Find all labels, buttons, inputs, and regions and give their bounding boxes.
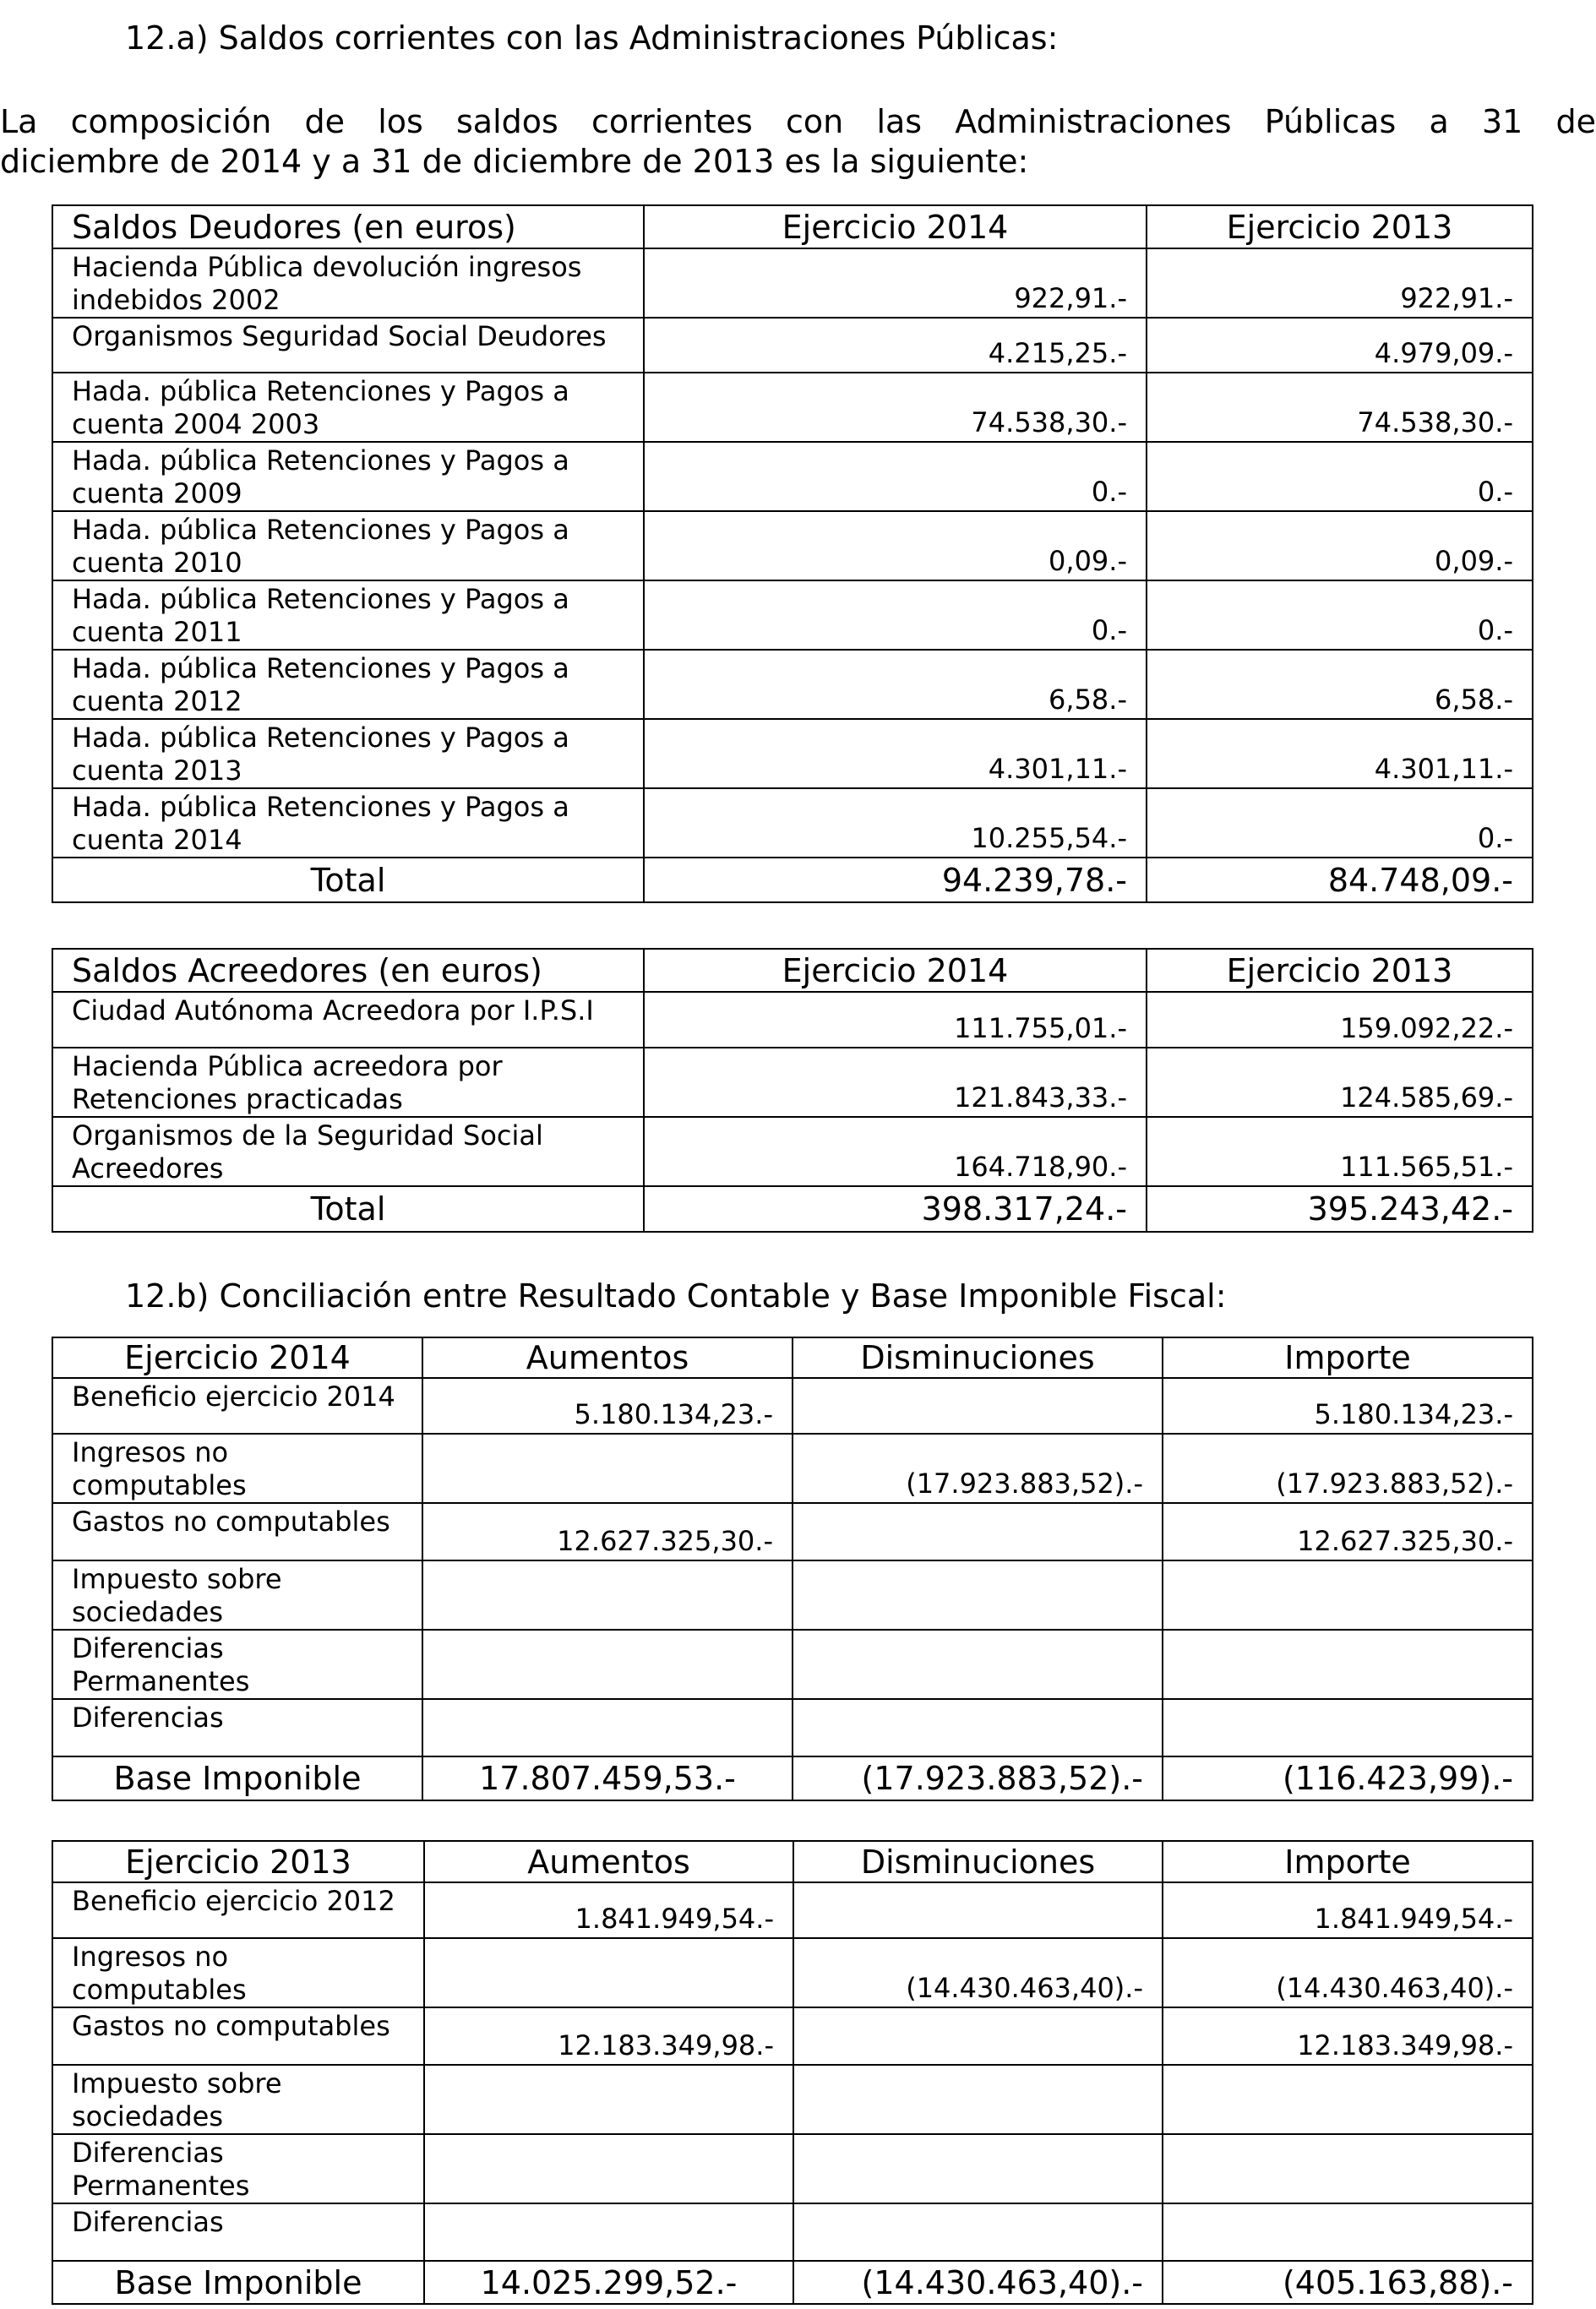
row-label: Beneficio ejercicio 2012 xyxy=(52,1882,424,1938)
conc2013-header-importe: Importe xyxy=(1163,1841,1533,1882)
row-value-2013: 922,91.- xyxy=(1147,248,1533,318)
table-row xyxy=(52,1630,1533,1699)
table-row xyxy=(52,248,1533,318)
row-label: Hada. pública Retenciones y Pagos a cuenta 2010 xyxy=(52,511,644,580)
conc2014-header-aumentos: Aumentos xyxy=(422,1337,793,1378)
conc2014-total-row xyxy=(52,1756,1533,1800)
total-2013: 84.748,09.- xyxy=(1147,858,1533,902)
deudores-table xyxy=(52,204,1533,903)
row-aumentos: 12.183.349,98.- xyxy=(424,2007,793,2065)
row-value-2013: 0.- xyxy=(1147,442,1533,511)
row-label: Hacienda Pública acreedora por Retenciones practicadas xyxy=(52,1048,644,1117)
table-row xyxy=(52,2007,1533,2065)
total-aumentos: 14.025.299,52.- xyxy=(424,2261,793,2304)
table-row xyxy=(52,1882,1533,1938)
total-disminuciones: (14.430.463,40).- xyxy=(793,2261,1163,2304)
deudores-header-2014: Ejercicio 2014 xyxy=(644,205,1147,248)
table-row xyxy=(52,650,1533,719)
row-value-2013: 74.538,30.- xyxy=(1147,373,1533,442)
table-row xyxy=(52,318,1533,373)
row-disminuciones xyxy=(793,1882,1163,1938)
row-label: Organismos Seguridad Social Deudores xyxy=(52,318,644,373)
row-value-2014: 10.255,54.- xyxy=(644,788,1147,858)
row-aumentos: 1.841.949,54.- xyxy=(424,1882,793,1938)
row-value-2014: 121.843,33.- xyxy=(644,1048,1147,1117)
acreedores-header-2014: Ejercicio 2014 xyxy=(644,949,1147,992)
intro-line-2: diciembre de 2014 y a 31 de diciembre de 2013 es la siguiente: xyxy=(0,143,1029,180)
row-label: Hacienda Pública devolución ingresos indebidos 2002 xyxy=(52,248,644,318)
row-disminuciones xyxy=(793,1503,1163,1560)
total-label: Base Imponible xyxy=(52,1756,422,1800)
acreedores-header-row xyxy=(52,949,1533,992)
row-disminuciones: (14.430.463,40).- xyxy=(793,1938,1163,2007)
row-aumentos xyxy=(422,1560,793,1630)
row-aumentos xyxy=(424,2134,793,2203)
table-row xyxy=(52,511,1533,580)
deudores-header-2013: Ejercicio 2013 xyxy=(1147,205,1533,248)
row-value-2013: 4.979,09.- xyxy=(1147,318,1533,373)
row-aumentos xyxy=(422,1630,793,1699)
intro-paragraph xyxy=(0,102,1596,182)
acreedores-header-concept: Saldos Acreedores (en euros) xyxy=(52,949,644,992)
total-2014: 94.239,78.- xyxy=(644,858,1147,902)
conc2013-header-disminuciones: Disminuciones xyxy=(793,1841,1163,1882)
row-label: Gastos no computables xyxy=(52,1503,422,1560)
total-label: Total xyxy=(52,1186,644,1232)
total-aumentos: 17.807.459,53.- xyxy=(422,1756,793,1800)
table-row xyxy=(52,1938,1533,2007)
row-label: Hada. pública Retenciones y Pagos a cuenta 2011 xyxy=(52,580,644,650)
conc2013-total-row xyxy=(52,2261,1533,2304)
conc2013-header-concept: Ejercicio 2013 xyxy=(52,1841,424,1882)
row-importe xyxy=(1163,2134,1533,2203)
section-b-heading: 12.b) Conciliación entre Resultado Contable y Base Imponible Fiscal: xyxy=(125,1277,1227,1315)
table-row xyxy=(52,442,1533,511)
row-value-2013: 0.- xyxy=(1147,580,1533,650)
conc2014-header-importe: Importe xyxy=(1163,1337,1533,1378)
total-label: Total xyxy=(52,858,644,902)
row-importe: 12.183.349,98.- xyxy=(1163,2007,1533,2065)
acreedores-table xyxy=(52,948,1533,1233)
conc2014-header-disminuciones: Disminuciones xyxy=(793,1337,1163,1378)
row-aumentos: 5.180.134,23.- xyxy=(422,1378,793,1434)
row-aumentos xyxy=(424,1938,793,2007)
row-value-2014: 74.538,30.- xyxy=(644,373,1147,442)
row-value-2013: 159.092,22.- xyxy=(1147,992,1533,1048)
row-aumentos xyxy=(424,2203,793,2261)
row-importe xyxy=(1163,1699,1533,1756)
row-value-2014: 0.- xyxy=(644,442,1147,511)
conc2013-header-row xyxy=(52,1841,1533,1882)
row-label: Diferencias Permanentes xyxy=(52,2134,424,2203)
table-row xyxy=(52,580,1533,650)
row-aumentos xyxy=(422,1434,793,1503)
row-label: Impuesto sobre sociedades xyxy=(52,1560,422,1630)
row-label: Ciudad Autónoma Acreedora por I.P.S.I xyxy=(52,992,644,1048)
deudores-header-concept: Saldos Deudores (en euros) xyxy=(52,205,644,248)
table-row xyxy=(52,1503,1533,1560)
row-importe: 5.180.134,23.- xyxy=(1163,1378,1533,1434)
row-label: Hada. pública Retenciones y Pagos a cuenta 2012 xyxy=(52,650,644,719)
row-label: Diferencias Permanentes xyxy=(52,1630,422,1699)
row-label: Hada. pública Retenciones y Pagos a cuenta 2009 xyxy=(52,442,644,511)
table-row xyxy=(52,2203,1533,2261)
row-importe xyxy=(1163,2065,1533,2134)
row-value-2013: 4.301,11.- xyxy=(1147,719,1533,788)
row-label: Hada. pública Retenciones y Pagos a cuenta 2013 xyxy=(52,719,644,788)
row-label: Impuesto sobre sociedades xyxy=(52,2065,424,2134)
row-disminuciones xyxy=(793,1560,1163,1630)
row-importe xyxy=(1163,1630,1533,1699)
total-importe: (116.423,99).- xyxy=(1163,1756,1533,1800)
row-value-2014: 111.755,01.- xyxy=(644,992,1147,1048)
row-value-2014: 164.718,90.- xyxy=(644,1117,1147,1186)
row-disminuciones xyxy=(793,1378,1163,1434)
table-row xyxy=(52,1560,1533,1630)
deudores-total-row xyxy=(52,858,1533,902)
total-label: Base Imponible xyxy=(52,2261,424,2304)
row-value-2013: 0.- xyxy=(1147,788,1533,858)
row-value-2013: 124.585,69.- xyxy=(1147,1048,1533,1117)
acreedores-header-2013: Ejercicio 2013 xyxy=(1147,949,1533,992)
row-disminuciones: (17.923.883,52).- xyxy=(793,1434,1163,1503)
row-importe: (17.923.883,52).- xyxy=(1163,1434,1533,1503)
row-importe: 1.841.949,54.- xyxy=(1163,1882,1533,1938)
row-value-2014: 4.215,25.- xyxy=(644,318,1147,373)
total-importe: (405.163,88).- xyxy=(1163,2261,1533,2304)
table-row xyxy=(52,1048,1533,1117)
row-label: Organismos de la Seguridad Social Acreedores xyxy=(52,1117,644,1186)
section-a-heading: 12.a) Saldos corrientes con las Administraciones Públicas: xyxy=(125,19,1059,57)
row-label: Gastos no computables xyxy=(52,2007,424,2065)
row-importe: (14.430.463,40).- xyxy=(1163,1938,1533,2007)
table-row xyxy=(52,2134,1533,2203)
row-importe: 12.627.325,30.- xyxy=(1163,1503,1533,1560)
row-disminuciones xyxy=(793,2203,1163,2261)
acreedores-total-row xyxy=(52,1186,1533,1232)
conciliacion-2013-table xyxy=(52,1840,1533,2305)
row-aumentos: 12.627.325,30.- xyxy=(422,1503,793,1560)
table-row xyxy=(52,2065,1533,2134)
row-label: Beneficio ejercicio 2014 xyxy=(52,1378,422,1434)
row-aumentos xyxy=(422,1699,793,1756)
intro-line-1: La composición de los saldos corrientes con las Administraciones Públicas a 31 de xyxy=(0,103,1596,140)
row-label: Ingresos no computables xyxy=(52,1938,424,2007)
row-aumentos xyxy=(424,2065,793,2134)
conc2013-header-aumentos: Aumentos xyxy=(424,1841,793,1882)
row-label: Hada. pública Retenciones y Pagos a cuenta 2004 2003 xyxy=(52,373,644,442)
row-importe xyxy=(1163,1560,1533,1630)
row-value-2014: 922,91.- xyxy=(644,248,1147,318)
row-disminuciones xyxy=(793,2007,1163,2065)
total-2013: 395.243,42.- xyxy=(1147,1186,1533,1232)
row-importe xyxy=(1163,2203,1533,2261)
row-value-2013: 6,58.- xyxy=(1147,650,1533,719)
table-row xyxy=(52,1378,1533,1434)
row-label: Hada. pública Retenciones y Pagos a cuenta 2014 xyxy=(52,788,644,858)
table-row xyxy=(52,373,1533,442)
row-value-2014: 4.301,11.- xyxy=(644,719,1147,788)
row-disminuciones xyxy=(793,2065,1163,2134)
total-2014: 398.317,24.- xyxy=(644,1186,1147,1232)
table-row xyxy=(52,1699,1533,1756)
conc2014-header-row xyxy=(52,1337,1533,1378)
row-value-2014: 0.- xyxy=(644,580,1147,650)
row-value-2014: 6,58.- xyxy=(644,650,1147,719)
table-row xyxy=(52,719,1533,788)
row-disminuciones xyxy=(793,1630,1163,1699)
row-value-2013: 0,09.- xyxy=(1147,511,1533,580)
conciliacion-2014-table xyxy=(52,1337,1533,1801)
row-disminuciones xyxy=(793,2134,1163,2203)
conc2014-header-concept: Ejercicio 2014 xyxy=(52,1337,422,1378)
deudores-header-row xyxy=(52,205,1533,248)
table-row xyxy=(52,992,1533,1048)
table-row xyxy=(52,788,1533,858)
total-disminuciones: (17.923.883,52).- xyxy=(793,1756,1163,1800)
row-value-2014: 0,09.- xyxy=(644,511,1147,580)
row-label: Diferencias xyxy=(52,1699,422,1756)
row-disminuciones xyxy=(793,1699,1163,1756)
table-row xyxy=(52,1117,1533,1186)
row-label: Ingresos no computables xyxy=(52,1434,422,1503)
table-row xyxy=(52,1434,1533,1503)
row-label: Diferencias xyxy=(52,2203,424,2261)
row-value-2013: 111.565,51.- xyxy=(1147,1117,1533,1186)
